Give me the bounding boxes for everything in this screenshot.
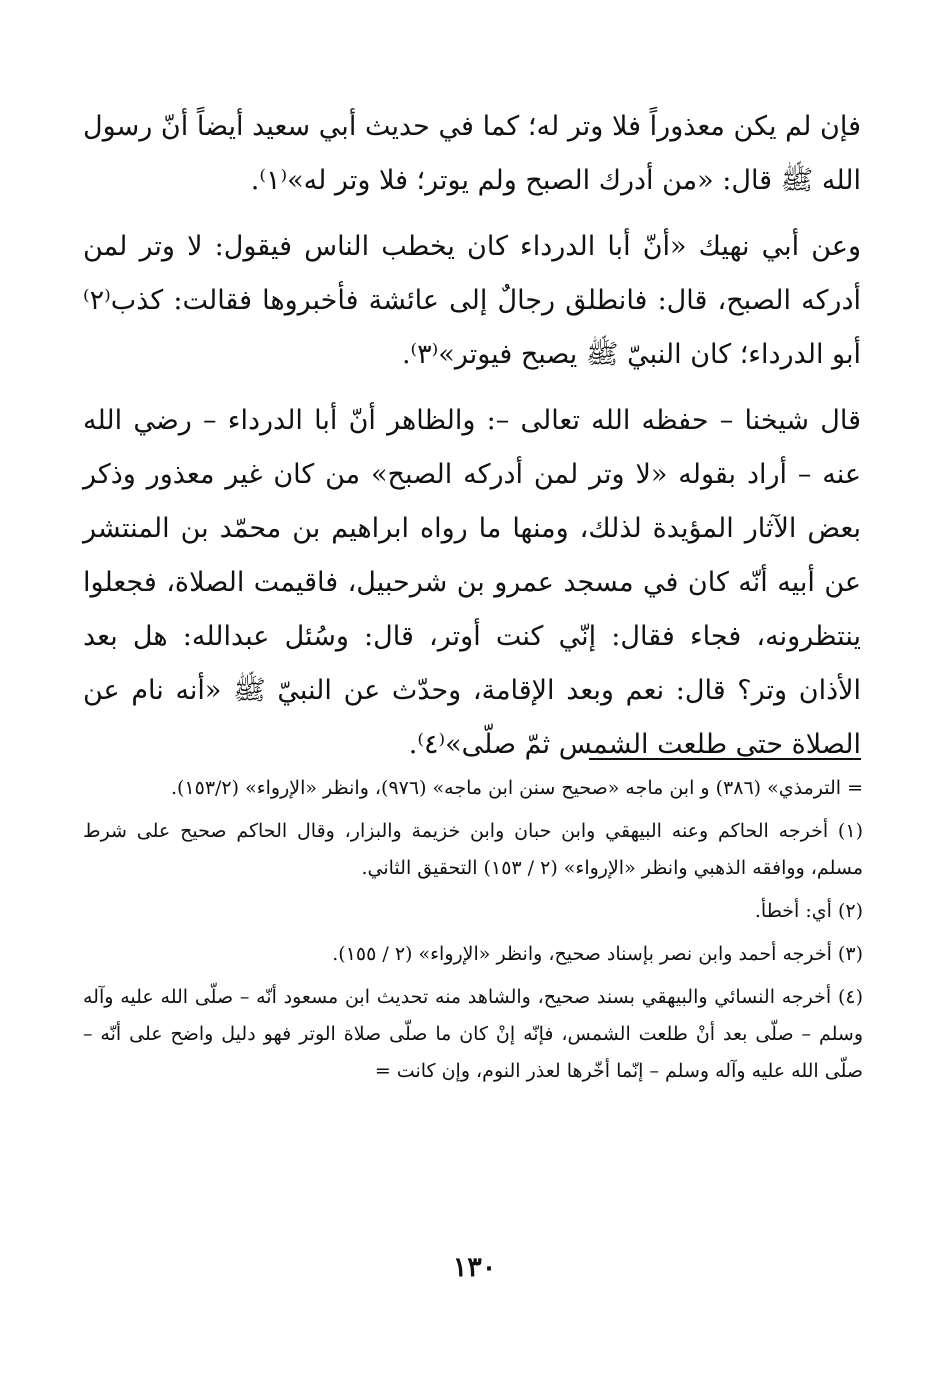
footnote-3: (٣) أخرجه أحمد وابن نصر بإسناد صحيح، وانظر «الإرواء» (٢ / ١٥٥). (332, 943, 863, 965)
paragraph-abu-darda: وعن أبي نهيك «أنّ أبا الدرداء كان يخطب الناس فيقول: لا وتر لمن أدركه الصبح، قال: فانطلق رجالٌ إلى عائشة فأخبروها فقالت: كذب⁽٢⁾ أبو الدرداء؛ كان النبيّ ﷺ يصبح فيوتر»⁽٣⁾. (83, 231, 861, 370)
footnote-1: (١) أخرجه الحاكم وعنه البيهقي وابن حبان وابن خزيمة والبزار، وقال الحاكم صحيح على شرط مسلم، ووافقه الذهبي وانظر «الإرواء» (٢ / ١٥٣) التحقيق الثاني. (83, 820, 863, 879)
footnote-divider (589, 758, 861, 760)
main-text (83, 100, 861, 784)
footnote-4: (٤) أخرجه النسائي والبيهقي بسند صحيح، والشاهد منه تحديث ابن مسعود أنّه – صلّى الله عليه وآله وسلم – صلّى بعد أنْ طلعت الشمس، فإنّه إنْ كان ما صلّى صلاة الوتر فهو دليل واضح على أنّه – صلّى الله عليه وآله وسلم – إنّما أخّرها لعذر النوم، وإن كانت = (83, 986, 863, 1082)
footnote-continued: = الترمذي» (٣٨٦) و ابن ماجه «صحيح سنن ابن ماجه» (٩٧٦)، وانظر «الإرواء» (١٥٣/٢). (170, 777, 863, 799)
footnotes (83, 770, 863, 1096)
paragraph-witr-missed: فإن لم يكن معذوراً فلا وتر له؛ كما في حديث أبي سعيد أيضاً أنّ رسول الله ﷺ قال: «من أدرك الصبح ولم يوتر؛ فلا وتر له»⁽١⁾. (83, 111, 861, 196)
page-number: ١٣٠ (452, 1252, 497, 1283)
paragraph-sheikh-comment: قال شيخنا – حفظه الله تعالى –: والظاهر أنّ أبا الدرداء – رضي الله عنه – أراد بقوله «لا وتر لمن أدركه الصبح» من كان غير معذور وذكر بعض الآثار المؤيدة لذلك، ومنها ما رواه ابراهيم بن محمّد بن المنتشر عن أبيه أنّه كان في مسجد عمرو بن شرحبيل، فاقيمت الصلاة، فجعلوا ينتظرونه، فجاء فقال: إنّي كنت أوتر، قال: وسُئل عبدالله: هل بعد الأذان وتر؟ قال: نعم وبعد الإقامة، وحدّث عن النبيّ ﷺ «أنه نام عن الصلاة حتى طلعت الشمس ثمّ صلّى»⁽٤⁾. (83, 405, 861, 760)
footnote-2: (٢) أي: أخطأ. (754, 900, 863, 922)
